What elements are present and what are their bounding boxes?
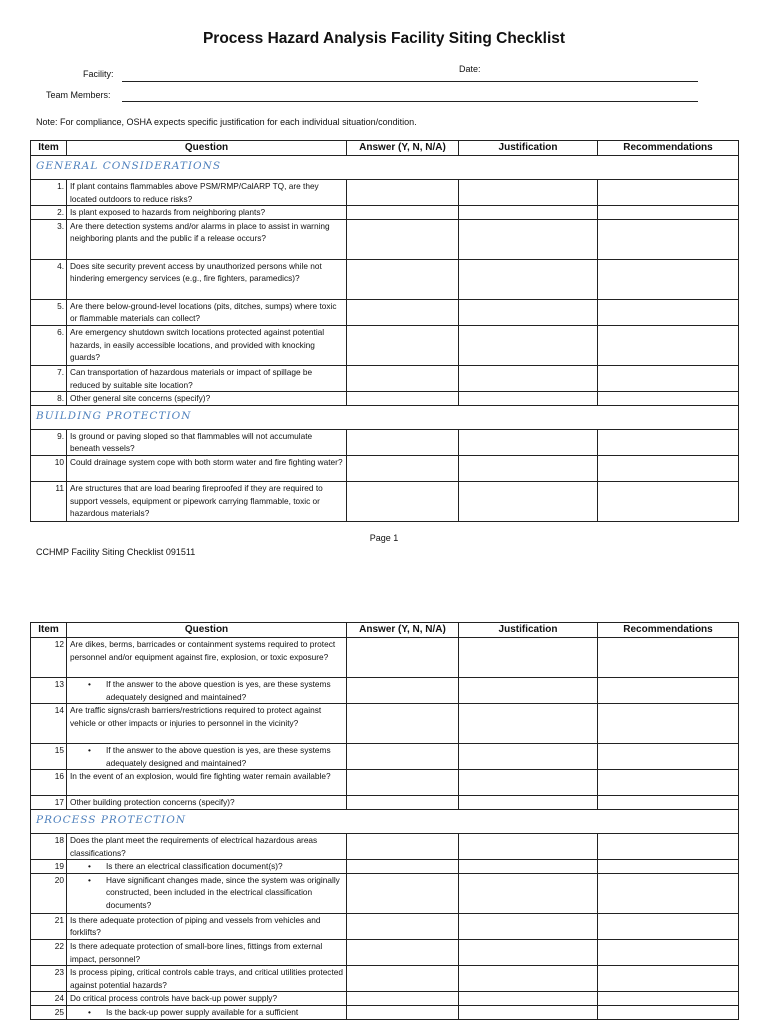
checklist-table-1	[30, 140, 739, 522]
justification-cell[interactable]	[459, 481, 598, 521]
question-text: Is there adequate protection of piping and vessels from vehicles and forklifts?	[67, 913, 347, 939]
question-text: • Is there an electrical classification document(s)?	[106, 861, 283, 872]
col-answer-header: Answer (Y, N, N/A)	[347, 141, 459, 156]
question-text: Other building protection concerns (specify)?	[67, 796, 347, 810]
recommendations-cell[interactable]	[598, 180, 739, 206]
table-row	[31, 678, 739, 704]
item-number: 6.	[31, 325, 67, 365]
table-row	[31, 796, 739, 810]
recommendations-cell[interactable]	[598, 259, 739, 299]
question-text: Are dikes, berms, barricades or containment systems required to protect personnel and/or equipment against fire, explosion, or toxic exposure?	[67, 638, 347, 678]
item-number: 5.	[31, 299, 67, 325]
recommendations-cell[interactable]	[598, 481, 739, 521]
answer-cell[interactable]	[347, 704, 459, 744]
answer-cell[interactable]	[347, 796, 459, 810]
table-row	[31, 180, 739, 206]
question-cell	[67, 873, 347, 913]
table-row	[31, 939, 739, 965]
recommendations-cell[interactable]	[598, 873, 739, 913]
answer-cell[interactable]	[347, 833, 459, 859]
recommendations-cell[interactable]	[598, 219, 739, 259]
section-row	[31, 156, 739, 180]
table-row	[31, 770, 739, 796]
col-recommendations-header: Recommendations	[598, 623, 739, 638]
item-number: 20	[31, 873, 67, 913]
justification-cell[interactable]	[459, 770, 598, 796]
recommendations-cell[interactable]	[598, 744, 739, 770]
question-text: Is plant exposed to hazards from neighboring plants?	[67, 206, 347, 220]
page-number: Page 1	[369, 533, 399, 543]
team-members-field[interactable]	[122, 101, 698, 102]
date-label: Date:	[459, 64, 481, 74]
table-row	[31, 259, 739, 299]
table-row	[31, 860, 739, 874]
item-number: 4.	[31, 259, 67, 299]
answer-cell[interactable]	[347, 259, 459, 299]
section-general-considerations: GENERAL CONSIDERATIONS	[31, 156, 739, 180]
justification-cell[interactable]	[459, 299, 598, 325]
answer-cell[interactable]	[347, 913, 459, 939]
answer-cell[interactable]	[347, 299, 459, 325]
justification-cell[interactable]	[459, 704, 598, 744]
item-number: 12	[31, 638, 67, 678]
item-number: 25	[31, 1005, 67, 1019]
table-row	[31, 219, 739, 259]
item-number: 9.	[31, 429, 67, 455]
item-number: 18	[31, 833, 67, 859]
answer-cell[interactable]	[347, 1005, 459, 1019]
item-number: 1.	[31, 180, 67, 206]
justification-cell[interactable]	[459, 206, 598, 220]
justification-cell[interactable]	[459, 392, 598, 406]
recommendations-cell[interactable]	[598, 1005, 739, 1019]
question-text: • Have significant changes made, since the system was originally constructed, been included in the electrical classification documents?	[106, 874, 340, 910]
col-recommendations-header: Recommendations	[598, 141, 739, 156]
table-header-row	[31, 141, 739, 156]
table-row	[31, 638, 739, 678]
justification-cell[interactable]	[459, 873, 598, 913]
recommendations-cell[interactable]	[598, 796, 739, 810]
recommendations-cell[interactable]	[598, 325, 739, 365]
table-row	[31, 966, 739, 992]
facility-label: Facility:	[83, 69, 114, 79]
justification-cell[interactable]	[459, 744, 598, 770]
page-title: Process Hazard Analysis Facility Siting Checklist	[202, 30, 566, 47]
section-building-protection: BUILDING PROTECTION	[31, 405, 739, 429]
question-text: Are there below-ground-level locations (pits, ditches, sumps) where toxic or flammable materials can collect?	[67, 299, 347, 325]
table-row	[31, 299, 739, 325]
col-item-header: Item	[31, 623, 67, 638]
recommendations-cell[interactable]	[598, 678, 739, 704]
answer-cell[interactable]	[347, 860, 459, 874]
col-item-header: Item	[31, 141, 67, 156]
question-text: Are there detection systems and/or alarms in place to assist in warning neighboring plants and the public if a release occurs?	[67, 219, 347, 259]
question-text: Do critical process controls have back-up power supply?	[67, 992, 347, 1006]
col-question-header: Question	[67, 141, 347, 156]
section-row	[31, 405, 739, 429]
question-text: • If the answer to the above question is yes, are these systems adequately designed and maintained?	[106, 745, 331, 768]
recommendations-cell[interactable]	[598, 206, 739, 220]
col-justification-header: Justification	[459, 623, 598, 638]
answer-cell[interactable]	[347, 365, 459, 391]
justification-cell[interactable]	[459, 365, 598, 391]
question-text: If plant contains flammables above PSM/RMP/CalARP TQ, are they located outdoors to reduce risks?	[67, 180, 347, 206]
item-number: 11	[31, 481, 67, 521]
answer-cell[interactable]	[347, 180, 459, 206]
section-process-protection: PROCESS PROTECTION	[31, 809, 739, 833]
answer-cell[interactable]	[347, 638, 459, 678]
answer-cell[interactable]	[347, 678, 459, 704]
justification-cell[interactable]	[459, 325, 598, 365]
question-text: Other general site concerns (specify)?	[67, 392, 347, 406]
item-number: 21	[31, 913, 67, 939]
question-text: Are emergency shutdown switch locations protected against potential hazards, in easily accessible locations, and provided with knocking guards?	[67, 325, 347, 365]
item-number: 24	[31, 992, 67, 1006]
recommendations-cell[interactable]	[598, 966, 739, 992]
justification-cell[interactable]	[459, 913, 598, 939]
recommendations-cell[interactable]	[598, 992, 739, 1006]
question-text: In the event of an explosion, would fire fighting water remain available?	[67, 770, 347, 796]
answer-cell[interactable]	[347, 966, 459, 992]
justification-cell[interactable]	[459, 992, 598, 1006]
item-number: 13	[31, 678, 67, 704]
recommendations-cell[interactable]	[598, 299, 739, 325]
question-cell	[67, 678, 347, 704]
question-text: Is there adequate protection of small-bore lines, fittings from external impact, personnel?	[67, 939, 347, 965]
team-members-label: Team Members:	[46, 90, 111, 100]
table-row	[31, 992, 739, 1006]
item-number: 7.	[31, 365, 67, 391]
answer-cell[interactable]	[347, 325, 459, 365]
recommendations-cell[interactable]	[598, 429, 739, 455]
question-cell	[67, 860, 347, 874]
question-cell	[67, 744, 347, 770]
recommendations-cell[interactable]	[598, 455, 739, 481]
answer-cell[interactable]	[347, 392, 459, 406]
answer-cell[interactable]	[347, 873, 459, 913]
question-text: • Is the back-up power supply available for a sufficient	[106, 1006, 299, 1017]
question-text: Could drainage system cope with both storm water and fire fighting water?	[67, 455, 347, 481]
item-number: 16	[31, 770, 67, 796]
facility-field[interactable]	[122, 81, 698, 82]
table-row	[31, 429, 739, 455]
justification-cell[interactable]	[459, 1005, 598, 1019]
item-number: 2.	[31, 206, 67, 220]
col-justification-header: Justification	[459, 141, 598, 156]
recommendations-cell[interactable]	[598, 770, 739, 796]
answer-cell[interactable]	[347, 939, 459, 965]
table-row	[31, 744, 739, 770]
recommendations-cell[interactable]	[598, 913, 739, 939]
justification-cell[interactable]	[459, 939, 598, 965]
checklist-table-2	[30, 622, 739, 1020]
recommendations-cell[interactable]	[598, 860, 739, 874]
question-text: Can transportation of hazardous materials or impact of spillage be reduced by suitable site location?	[67, 365, 347, 391]
item-number: 19	[31, 860, 67, 874]
table-row	[31, 913, 739, 939]
item-number: 17	[31, 796, 67, 810]
recommendations-cell[interactable]	[598, 638, 739, 678]
answer-cell[interactable]	[347, 481, 459, 521]
table-row	[31, 833, 739, 859]
table-row	[31, 1005, 739, 1019]
question-text: Is ground or paving sloped so that flammables will not accumulate beneath vessels?	[67, 429, 347, 455]
table-row	[31, 392, 739, 406]
table-row	[31, 325, 739, 365]
recommendations-cell[interactable]	[598, 833, 739, 859]
item-number: 15	[31, 744, 67, 770]
answer-cell[interactable]	[347, 219, 459, 259]
question-text: Are traffic signs/crash barriers/restrictions required to protect against vehicle or other impacts or injuries to personnel in the vicinity?	[67, 704, 347, 744]
item-number: 14	[31, 704, 67, 744]
question-text: • If the answer to the above question is yes, are these systems adequately designed and maintained?	[106, 679, 331, 702]
justification-cell[interactable]	[459, 180, 598, 206]
table-row	[31, 873, 739, 913]
recommendations-cell[interactable]	[598, 392, 739, 406]
table-row	[31, 481, 739, 521]
item-number: 22	[31, 939, 67, 965]
table-row	[31, 365, 739, 391]
item-number: 3.	[31, 219, 67, 259]
justification-cell[interactable]	[459, 860, 598, 874]
section-row	[31, 809, 739, 833]
col-question-header: Question	[67, 623, 347, 638]
col-answer-header: Answer (Y, N, N/A)	[347, 623, 459, 638]
compliance-note: Note: For compliance, OSHA expects specific justification for each individual situation/condition.	[36, 117, 417, 127]
table-row	[31, 455, 739, 481]
question-cell	[67, 1005, 347, 1019]
table-row	[31, 704, 739, 744]
justification-cell[interactable]	[459, 966, 598, 992]
recommendations-cell[interactable]	[598, 704, 739, 744]
table-row	[31, 206, 739, 220]
justification-cell[interactable]	[459, 429, 598, 455]
answer-cell[interactable]	[347, 744, 459, 770]
question-text: Are structures that are load bearing fireproofed if they are required to support vessels, equipment or pipework carrying flammable, toxic or hazardous materials?	[67, 481, 347, 521]
question-text: Does site security prevent access by unauthorized persons while not hindering emergency services (e.g., fire fighters, paramedics)?	[67, 259, 347, 299]
item-number: 8.	[31, 392, 67, 406]
page-2	[0, 572, 768, 1024]
justification-cell[interactable]	[459, 638, 598, 678]
recommendations-cell[interactable]	[598, 365, 739, 391]
justification-cell[interactable]	[459, 259, 598, 299]
answer-cell[interactable]	[347, 206, 459, 220]
question-text: Does the plant meet the requirements of electrical hazardous areas classifications?	[67, 833, 347, 859]
recommendations-cell[interactable]	[598, 939, 739, 965]
justification-cell[interactable]	[459, 796, 598, 810]
question-text: Is process piping, critical controls cable trays, and critical utilities protected against potential hazards?	[67, 966, 347, 992]
justification-cell[interactable]	[459, 455, 598, 481]
answer-cell[interactable]	[347, 429, 459, 455]
answer-cell[interactable]	[347, 770, 459, 796]
item-number: 23	[31, 966, 67, 992]
answer-cell[interactable]	[347, 992, 459, 1006]
table-header-row	[31, 623, 739, 638]
justification-cell[interactable]	[459, 678, 598, 704]
answer-cell[interactable]	[347, 455, 459, 481]
document-id: CCHMP Facility Siting Checklist 091511	[36, 547, 196, 557]
item-number: 10	[31, 455, 67, 481]
justification-cell[interactable]	[459, 833, 598, 859]
justification-cell[interactable]	[459, 219, 598, 259]
